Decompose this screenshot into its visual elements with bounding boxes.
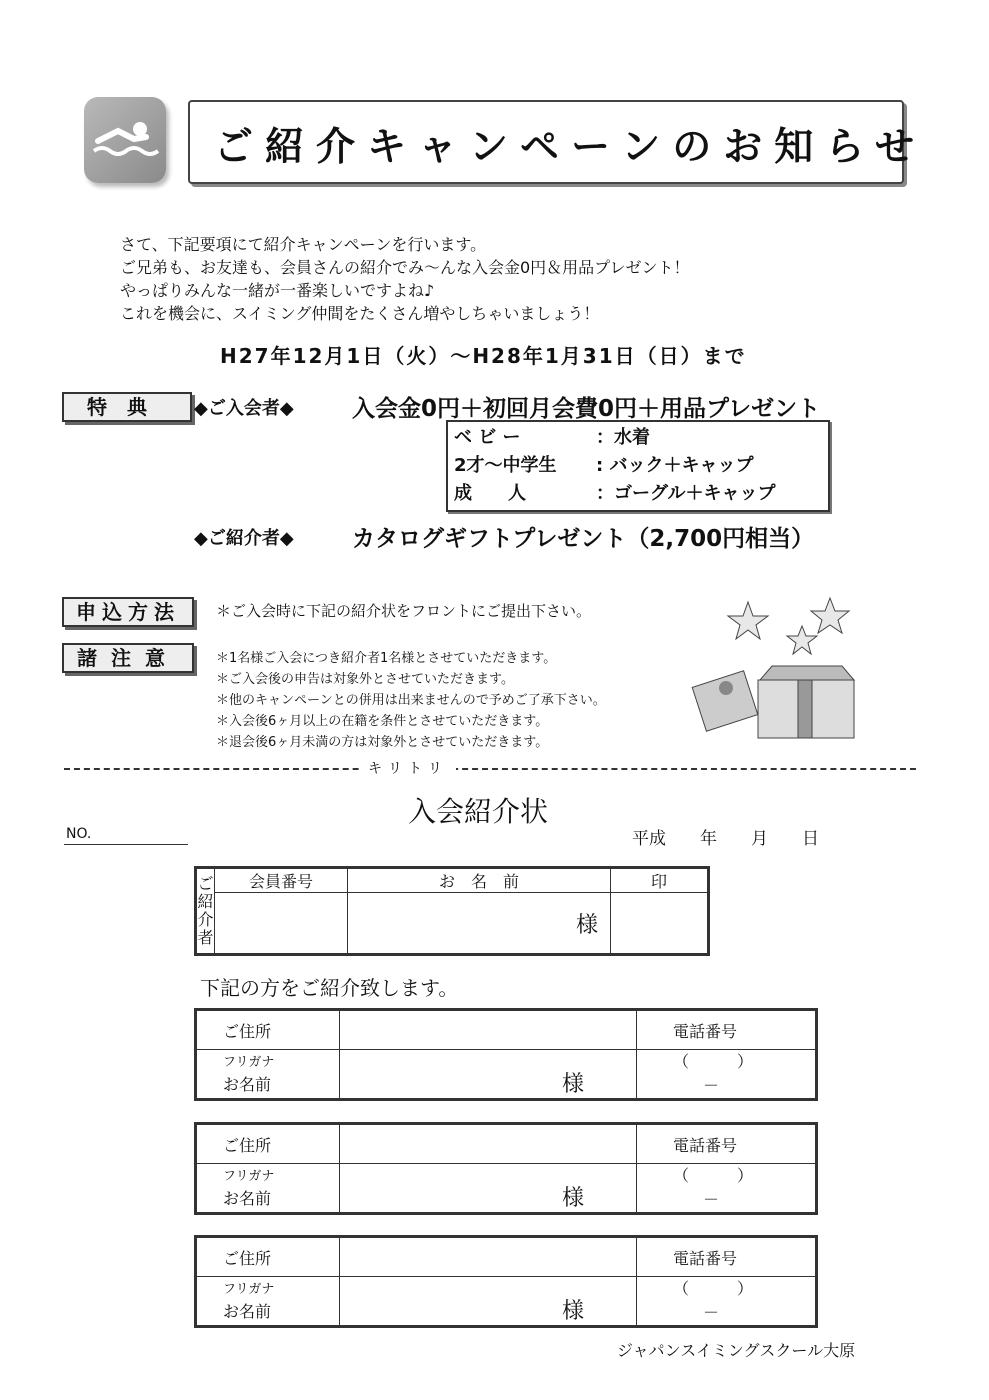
referrer-table <box>194 866 710 956</box>
gift-item: : バック＋キャップ <box>596 455 754 476</box>
name-label-cell <box>196 1050 340 1100</box>
address-field[interactable] <box>340 1010 637 1050</box>
referral-lead: 下記の方をご紹介致します。 <box>200 976 459 1000</box>
note-item: ＊入会後6ヶ月以上の在籍を条件とさせていただきます。 <box>216 714 549 729</box>
sama-label: 様 <box>561 1186 584 1211</box>
form-date[interactable]: 平成 年 月 日 <box>632 829 819 849</box>
phone-field[interactable] <box>637 1277 817 1327</box>
name-label-cell <box>196 1164 340 1214</box>
phone-field[interactable] <box>637 1164 817 1214</box>
invitee-table <box>194 1122 818 1215</box>
phone-label: 電話番号 <box>637 1124 817 1164</box>
phone-paren: （ ） <box>673 1166 754 1185</box>
address-field[interactable] <box>340 1124 637 1164</box>
form-number-label: NO. <box>66 826 92 842</box>
gift-item: ：水着 <box>596 427 650 448</box>
address-label: ご住所 <box>196 1237 340 1277</box>
phone-dash: － <box>703 1076 720 1095</box>
notes-label: 諸注意 <box>62 643 194 673</box>
phone-paren: （ ） <box>673 1279 754 1298</box>
sama-label: 様 <box>561 1072 584 1097</box>
notes-list <box>216 648 606 753</box>
gift-group: ベ ビ ー <box>454 427 521 448</box>
page-title: ご紹介キャンペーンのお知らせ <box>214 125 927 170</box>
referrer-side-label: ご紹介者 <box>196 868 215 955</box>
gift-box-icon <box>690 580 870 750</box>
address-label: ご住所 <box>196 1010 340 1050</box>
invitee-name-field[interactable] <box>340 1050 637 1100</box>
intro-line: ご兄弟も、お友達も、会員さんの紹介でみ～んな入会金0円＆用品プレゼント！ <box>120 258 690 277</box>
swimmer-icon-box <box>84 97 166 183</box>
furigana-label: フリガナ <box>223 1055 275 1070</box>
invitee-name-field[interactable] <box>340 1164 637 1214</box>
phone-paren: （ ） <box>673 1052 754 1071</box>
member-number-field[interactable] <box>215 893 348 955</box>
form-title: 入会紹介状 <box>408 795 549 828</box>
invitee-table <box>194 1008 818 1101</box>
gift-group: 成 人 <box>454 483 526 504</box>
address-label: ご住所 <box>196 1124 340 1164</box>
invitee-table <box>194 1235 818 1328</box>
intro-line: これを機会に、スイミング仲間をたくさん増やしちゃいましょう！ <box>120 304 600 323</box>
cut-line-label: キリトリ <box>360 758 456 778</box>
intro-line: さて、下記要項にて紹介キャンペーンを行います。 <box>120 235 487 254</box>
phone-label: 電話番号 <box>637 1010 817 1050</box>
phone-field[interactable] <box>637 1050 817 1100</box>
furigana-label: フリガナ <box>223 1282 275 1297</box>
sama-label: 様 <box>561 1299 584 1324</box>
campaign-period: H27年12月1日（火）～H28年1月31日（日）まで <box>220 344 747 368</box>
name-label: お名前 <box>223 1302 272 1321</box>
referrer-offer: カタログギフトプレゼント（2,700円相当） <box>352 526 815 552</box>
intro-line: やっぱりみんな一緒が一番楽しいですよね♪ <box>120 281 435 300</box>
gift-row <box>454 480 822 508</box>
name-label: お名前 <box>223 1189 272 1208</box>
benefits-label: 特典 <box>62 392 192 422</box>
phone-dash: － <box>703 1190 720 1209</box>
swimmer-icon <box>84 97 166 183</box>
gift-row <box>454 452 822 480</box>
intro-text <box>120 233 690 325</box>
address-field[interactable] <box>340 1237 637 1277</box>
note-item: ＊退会後6ヶ月未満の方は対象外とさせていただきます。 <box>216 735 549 750</box>
note-item: ＊他のキャンペーンとの併用は出来ませんので予めご了承下さい。 <box>216 693 606 708</box>
newcomer-offer: 入会金0円＋初回月会費0円＋用品プレゼント <box>352 396 821 422</box>
name-label: お名前 <box>223 1075 272 1094</box>
note-item: ＊1名様ご入会につき紹介者1名様とさせていただきます。 <box>216 651 557 666</box>
gift-item: ：ゴーグル＋キャップ <box>596 483 776 504</box>
referrer-name-field[interactable] <box>348 893 611 955</box>
gift-box-illustration <box>690 580 870 750</box>
name-header: お 名 前 <box>348 868 611 893</box>
name-label-cell <box>196 1277 340 1327</box>
sama-label: 様 <box>575 912 598 938</box>
apply-label: 申込方法 <box>62 597 194 627</box>
furigana-label: フリガナ <box>223 1169 275 1184</box>
seal-header: 印 <box>611 868 709 893</box>
gift-row <box>454 424 822 452</box>
referrer-label: ◆ご紹介者◆ <box>194 528 294 549</box>
newcomer-label: ◆ご入会者◆ <box>194 398 294 419</box>
form-number-field[interactable] <box>64 844 188 845</box>
phone-dash: － <box>703 1303 720 1322</box>
school-name: ジャパンスイミングスクール大原 <box>617 1341 856 1360</box>
apply-text: ＊ご入会時に下記の紹介状をフロントにご提出下さい。 <box>216 602 592 620</box>
phone-label: 電話番号 <box>637 1237 817 1277</box>
cut-line <box>64 768 916 770</box>
seal-field[interactable] <box>611 893 709 955</box>
gift-list <box>446 420 830 512</box>
gift-group: 2才～中学生 <box>454 455 557 476</box>
invitee-name-field[interactable] <box>340 1277 637 1327</box>
member-number-header: 会員番号 <box>215 868 348 893</box>
note-item: ＊ご入会後の申告は対象外とさせていただきます。 <box>216 672 514 687</box>
